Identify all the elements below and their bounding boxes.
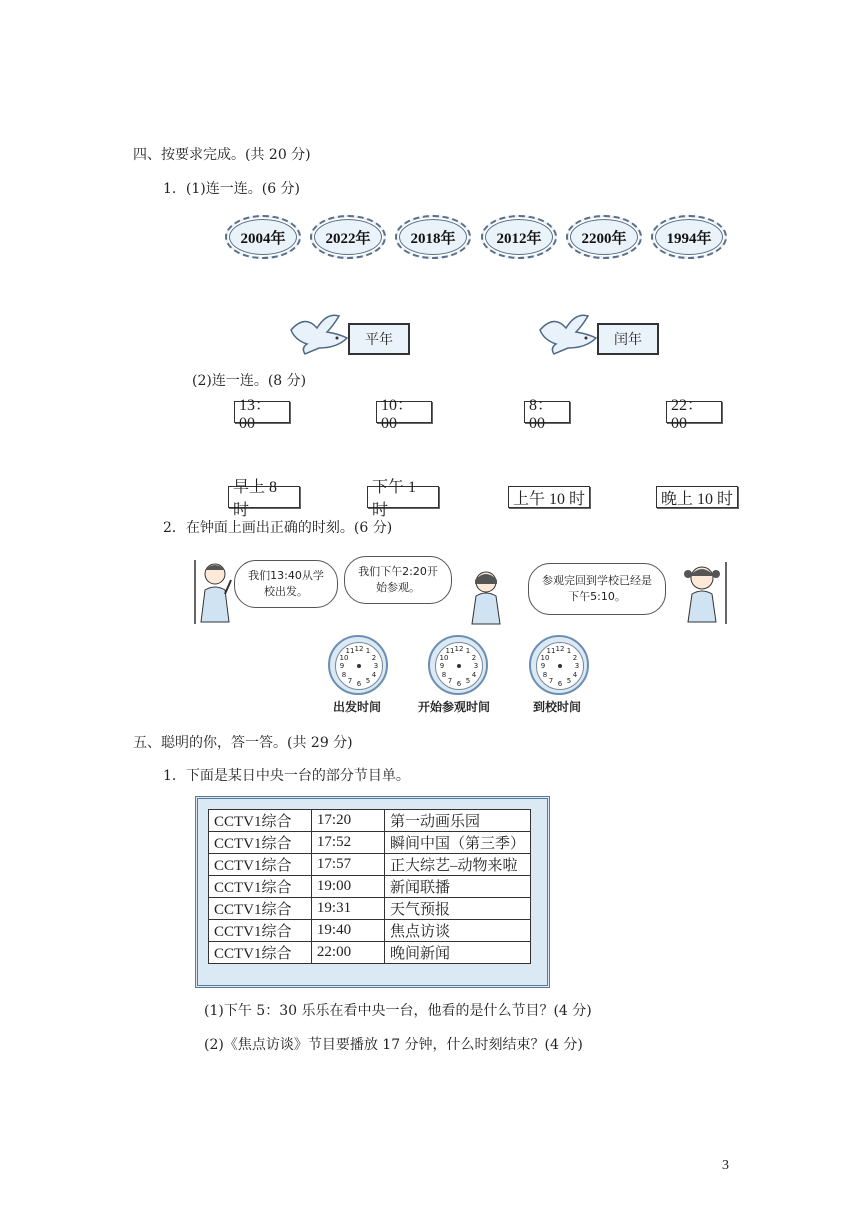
clock-number: 7 [447,677,453,685]
schedule-program: 新闻联播 [384,876,530,898]
time-label: 早上 8 时 [228,486,300,508]
girl-illustration [466,570,506,626]
schedule-row [209,876,531,898]
question-1-1: 1．(1)连一连。(6 分) [163,181,301,197]
clock-number: 8 [441,671,447,679]
clock-number: 8 [542,671,548,679]
schedule-time: 17:57 [311,854,384,876]
clock-number: 10 [439,654,449,662]
clock-number: 2 [371,654,377,662]
schedule-time: 19:40 [311,920,384,942]
clock-face[interactable] [328,635,388,695]
schedule-row [209,920,531,942]
clock-number: 9 [439,662,445,670]
schedule-time: 19:00 [311,876,384,898]
year-badge: 2012年 [481,215,557,259]
speech-bubble: 我们13:40从学校出发。 [234,560,338,608]
schedule-channel: CCTV1综合 [209,854,312,876]
schedule-program: 焦点访谈 [384,920,530,942]
clock-number: 12 [354,645,364,653]
time-label: 上午 10 时 [508,486,590,508]
clock-number: 4 [371,671,377,679]
clock-label: 到校时间 [533,700,582,714]
clock-number: 10 [339,654,349,662]
year-badge: 1994年 [651,215,727,259]
clock-number: 1 [365,647,371,655]
clock-number: 5 [566,677,572,685]
clock-number: 2 [471,654,477,662]
clock-number: 3 [574,662,580,670]
clock-number: 10 [540,654,550,662]
year-badge: 2018年 [395,215,471,259]
schedule-time: 17:20 [311,810,384,832]
schedule-row [209,854,531,876]
dove-illustration [287,308,351,358]
boy-illustration [193,560,235,624]
schedule-row [209,942,531,964]
clock-number: 12 [454,645,464,653]
question-1-2: (2)连一连。(8 分) [192,373,307,389]
clock-number: 11 [345,647,355,655]
clock-number: 3 [473,662,479,670]
question-5-1-2: (2)《焦点访谈》节目要播放 17 分钟，什么时刻结束？(4 分) [204,1037,583,1053]
schedule-channel: CCTV1综合 [209,876,312,898]
clock-number: 8 [341,671,347,679]
speech-bubble: 我们下午2:20开始参观。 [344,556,452,604]
dove-illustration [536,308,600,358]
schedule-time: 22:00 [311,942,384,964]
year-badge: 2022年 [310,215,386,259]
clock-number: 5 [465,677,471,685]
digital-time: 8：00 [524,401,570,423]
clock-face[interactable] [428,635,488,695]
question-5-1-1: (1)下午 5：30 乐乐在看中央一台，他看的是什么节目？(4 分) [204,1003,592,1019]
clock-number: 2 [572,654,578,662]
year-badge: 2004年 [225,215,301,259]
clock-number: 1 [566,647,572,655]
clock-number: 6 [557,680,563,688]
schedule-row [209,898,531,920]
digital-time: 13：00 [234,401,290,423]
digital-time: 10：00 [376,401,432,423]
common-year-box: 平年 [348,323,410,355]
clock-number: 5 [365,677,371,685]
clock-number: 9 [339,662,345,670]
clock-face[interactable] [529,635,589,695]
schedule-program: 天气预报 [384,898,530,920]
schedule-row [209,810,531,832]
clock-number: 12 [555,645,565,653]
clock-number: 3 [373,662,379,670]
schedule-program: 正大综艺–动物来啦 [384,854,530,876]
schedule-time: 17:52 [311,832,384,854]
schedule-program: 瞬间中国（第三季） [384,832,530,854]
section5-title: 五、聪明的你，答一答。(共 29 分) [133,735,353,751]
schedule-row [209,832,531,854]
clock-number: 7 [347,677,353,685]
clock-number: 9 [540,662,546,670]
speech-bubble: 参观完回到学校已经是下午5:10。 [528,563,666,615]
clock-number: 4 [572,671,578,679]
clock-number: 6 [356,680,362,688]
year-badge: 2200年 [566,215,642,259]
schedule-channel: CCTV1综合 [209,810,312,832]
clock-label: 开始参观时间 [418,700,491,714]
page-number: 3 [722,1158,729,1173]
clock-number: 1 [465,647,471,655]
question-5-1: 1．下面是某日中央一台的部分节目单。 [163,768,410,784]
digital-time: 22：00 [666,401,722,423]
clock-number: 4 [471,671,477,679]
time-label: 晚上 10 时 [656,486,738,508]
girl-illustration [680,562,728,624]
section4-title: 四、按要求完成。(共 20 分) [133,147,311,163]
schedule-channel: CCTV1综合 [209,832,312,854]
schedule-program: 晚间新闻 [384,942,530,964]
schedule-channel: CCTV1综合 [209,898,312,920]
schedule-program: 第一动画乐园 [384,810,530,832]
tv-schedule [195,796,550,988]
time-label: 下午 1 时 [367,486,439,508]
schedule-channel: CCTV1综合 [209,942,312,964]
schedule-time: 19:31 [311,898,384,920]
schedule-channel: CCTV1综合 [209,920,312,942]
clock-number: 7 [548,677,554,685]
schedule-table [208,809,531,964]
leap-year-box: 闰年 [597,323,659,355]
question-2: 2．在钟面上画出正确的时刻。(6 分) [163,520,393,536]
clock-number: 11 [445,647,455,655]
clock-number: 11 [546,647,556,655]
clock-label: 出发时间 [333,700,382,714]
clock-number: 6 [456,680,462,688]
